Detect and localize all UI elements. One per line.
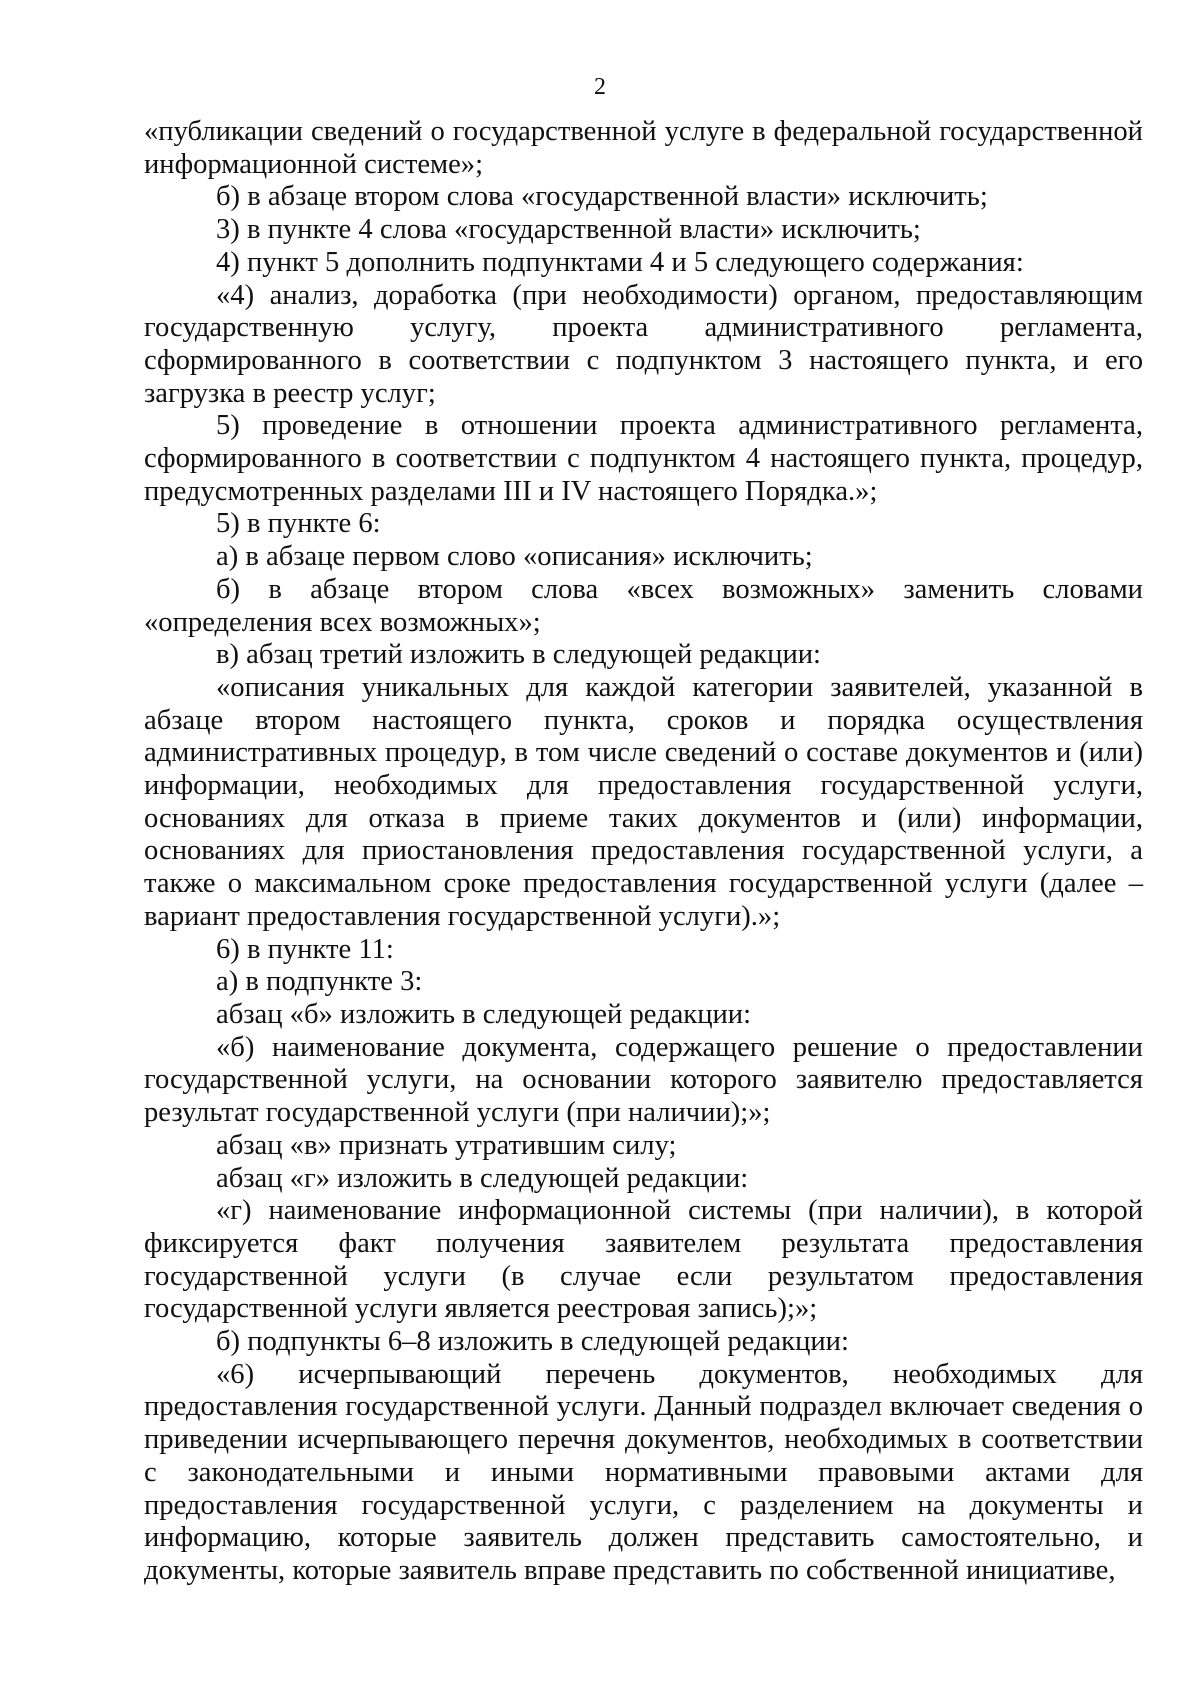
paragraph-6: 5) проведение в отношении проекта административного регламента, сформированного в соответствии с подпунктом 4 настоящего пункта, процедур, предусмотренных разделами III и IV настоящего Порядка.»; [144, 410, 1143, 507]
paragraph-3: 3) в пункте 4 слова «государственной власти» исключить; [216, 214, 921, 246]
paragraph-16: абзац «в» признать утратившим силу; [216, 1129, 677, 1161]
paragraph-17: абзац «г» изложить в следующей редакции: [216, 1162, 749, 1194]
paragraph-5: «4) анализ, доработка (при необходимости) органом, предоставляющим государственную услугу, проекта административного регламента, сформированного в соответствии с подпунктом 3 настоящего пункта, и его загрузка в реестр услуг; [144, 279, 1143, 409]
paragraph-7: 5) в пункте 6: [216, 508, 381, 540]
paragraph-15: «б) наименование документа, содержащего решение о предоставлении государственной услуги, на основании которого заявителю предоставляется результат государственной услуги (при наличии);»; [144, 1031, 1143, 1129]
paragraph-19: б) подпункты 6–8 изложить в следующей редакции: [216, 1326, 849, 1358]
paragraph-1: «публикации сведений о государственной услуге в федеральной государственной информационной системе»; [144, 116, 1143, 180]
paragraph-20: «6) исчерпывающий перечень документов, необходимых для предоставления государственной услуги. Данный подраздел включает сведения о приведении исчерпывающего перечня документов, необходимых в соответствии с законодательными и иными нормативными правовыми актами для предоставления государственной услуги, с разделением на документы и информацию, которые заявитель должен представить самостоятельно, и документы, которые заявитель вправе представить по собственной инициативе, [144, 1358, 1143, 1586]
document-body [144, 116, 1143, 1588]
paragraph-2: б) в абзаце втором слова «государственной власти» исключить; [216, 181, 988, 213]
paragraph-11: «описания уникальных для каждой категории заявителей, указанной в абзаце втором настоящего пункта, сроков и порядка осуществления административных процедур, в том числе сведений о составе документов и (или) информации, необходимых для предоставления государственной услуги, основаниях для отказа в приеме таких документов и (или) информации, основаниях для приостановления предоставления государственной услуги, а также о максимальном сроке предоставления государственной услуги (далее – вариант предоставления государственной услуги).»; [144, 671, 1143, 932]
paragraph-4: 4) пункт 5 дополнить подпунктами 4 и 5 следующего содержания: [216, 246, 1024, 278]
paragraph-14: абзац «б» изложить в следующей редакции: [216, 998, 752, 1030]
page-number: 2 [594, 74, 606, 100]
paragraph-9: б) в абзаце втором слова «всех возможных» заменить словами «определения всех возможных»; [144, 573, 1143, 638]
paragraph-12: 6) в пункте 11: [216, 933, 394, 965]
paragraph-18: «г) наименование информационной системы (при наличии), в которой фиксируется факт получения заявителем результата предоставления государственной услуги (в случае если результатом предоставления государственной услуги является реестровая запись);»; [144, 1195, 1143, 1325]
paragraph-10: в) абзац третий изложить в следующей редакции: [216, 639, 822, 671]
paragraph-8: а) в абзаце первом слово «описания» исключить; [216, 541, 813, 573]
paragraph-13: а) в подпункте 3: [216, 966, 423, 998]
